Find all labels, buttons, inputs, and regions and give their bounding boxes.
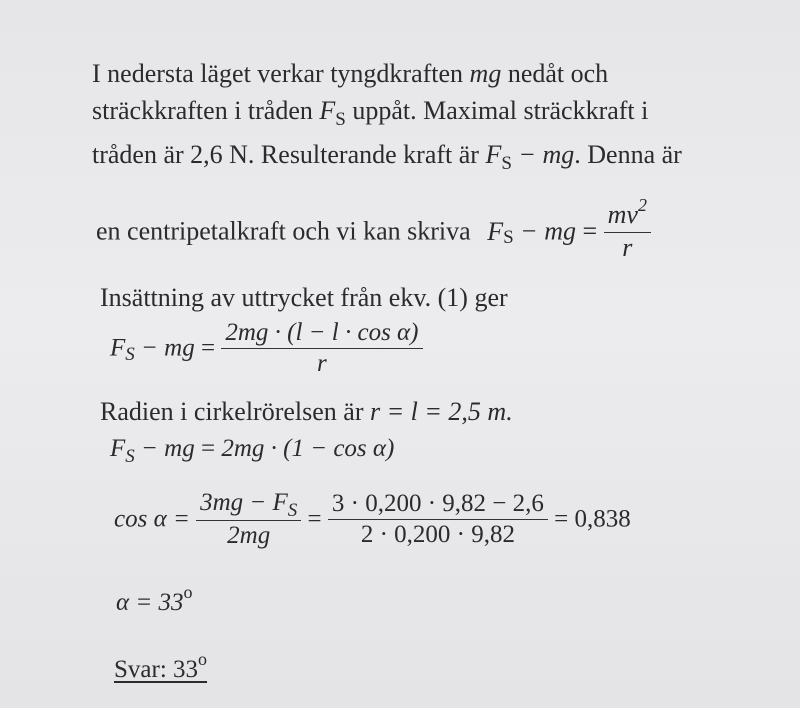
line2-S: S xyxy=(335,109,346,130)
insert-text: Insättning av uttrycket från ekv. (1) ger xyxy=(100,283,508,312)
eq3-den1: 2mg xyxy=(227,522,271,549)
radius-value: r = l = 2,5 m. xyxy=(370,397,513,426)
fraction-r: r xyxy=(622,233,633,262)
alpha-result xyxy=(116,582,193,619)
line4-equals: = xyxy=(575,216,604,246)
equation-1 xyxy=(110,318,423,379)
eq3-num1-S: S xyxy=(287,500,298,521)
eq1-F: F xyxy=(110,334,126,362)
eq3-fraction-1 xyxy=(196,488,301,551)
line2-text-a: sträckkraften i tråden xyxy=(92,96,320,125)
eq2-rhs: 2mg · (1 − cos α) xyxy=(221,435,395,462)
equation-3 xyxy=(114,488,631,551)
fraction-exponent: 2 xyxy=(637,195,647,215)
equation-2 xyxy=(110,434,394,466)
line3-F: F xyxy=(485,140,502,169)
eq3-lhs: cos α = xyxy=(114,505,197,533)
eq1-fraction xyxy=(221,318,422,379)
insert-line xyxy=(100,283,508,313)
alpha-degree: o xyxy=(183,582,193,602)
line1-mg: mg xyxy=(469,59,502,88)
eq2-F: F xyxy=(110,435,126,462)
line3-text-a: tråden är 2,6 N. Resulterande kraft är xyxy=(92,140,486,169)
eq1-numerator: 2mg · (l − l · cos α) xyxy=(221,318,422,349)
eq3-num1: 3mg − F xyxy=(200,489,288,516)
eq2-S: S xyxy=(125,446,135,467)
line4-F: F xyxy=(487,216,504,246)
line3-S: S xyxy=(501,153,512,174)
eq1-equals: = xyxy=(194,334,222,362)
line1-text-b: nedåt och xyxy=(501,59,609,88)
eq2-equals: = xyxy=(194,435,222,462)
line3-minus-mg: − mg xyxy=(511,140,575,169)
text-line-3 xyxy=(92,140,682,173)
line2-text-b: uppåt. Maximal sträckkraft i xyxy=(345,96,649,125)
fraction-mv: mv xyxy=(607,200,638,229)
text-line-2 xyxy=(92,96,648,129)
line4-text: en centripetalkraft och vi kan skriva xyxy=(96,216,471,246)
line4-S: S xyxy=(503,226,514,248)
eq3-equals: = xyxy=(301,505,328,533)
centripetal-fraction xyxy=(604,195,651,263)
text-line-1 xyxy=(92,59,608,89)
eq3-den2: 2 · 0,200 · 9,82 xyxy=(360,521,515,548)
radius-line xyxy=(100,397,513,427)
answer-line xyxy=(114,649,208,686)
eq1-S: S xyxy=(125,343,135,365)
eq3-result: = 0,838 xyxy=(547,505,631,533)
answer-degree: o xyxy=(198,649,208,669)
eq3-fraction-2 xyxy=(328,489,548,550)
eq1-denominator: r xyxy=(317,350,327,377)
text-line-4 xyxy=(96,195,651,263)
radius-text: Radien i cirkelrörelsen är xyxy=(100,397,370,426)
line4-minus-mg: − mg xyxy=(513,216,576,246)
eq3-num2: 3 · 0,200 · 9,82 − 2,6 xyxy=(328,489,548,520)
line2-F: F xyxy=(319,96,336,125)
alpha-value: α = 33 xyxy=(116,589,184,616)
line1-text-a: I nedersta läget verkar tyngdkraften xyxy=(92,59,470,88)
eq1-minus-mg: − mg xyxy=(134,334,195,362)
eq2-minus-mg: − mg xyxy=(134,435,195,462)
answer-text: Svar: 33 xyxy=(114,656,199,683)
line3-text-b: . Denna är xyxy=(574,140,682,169)
